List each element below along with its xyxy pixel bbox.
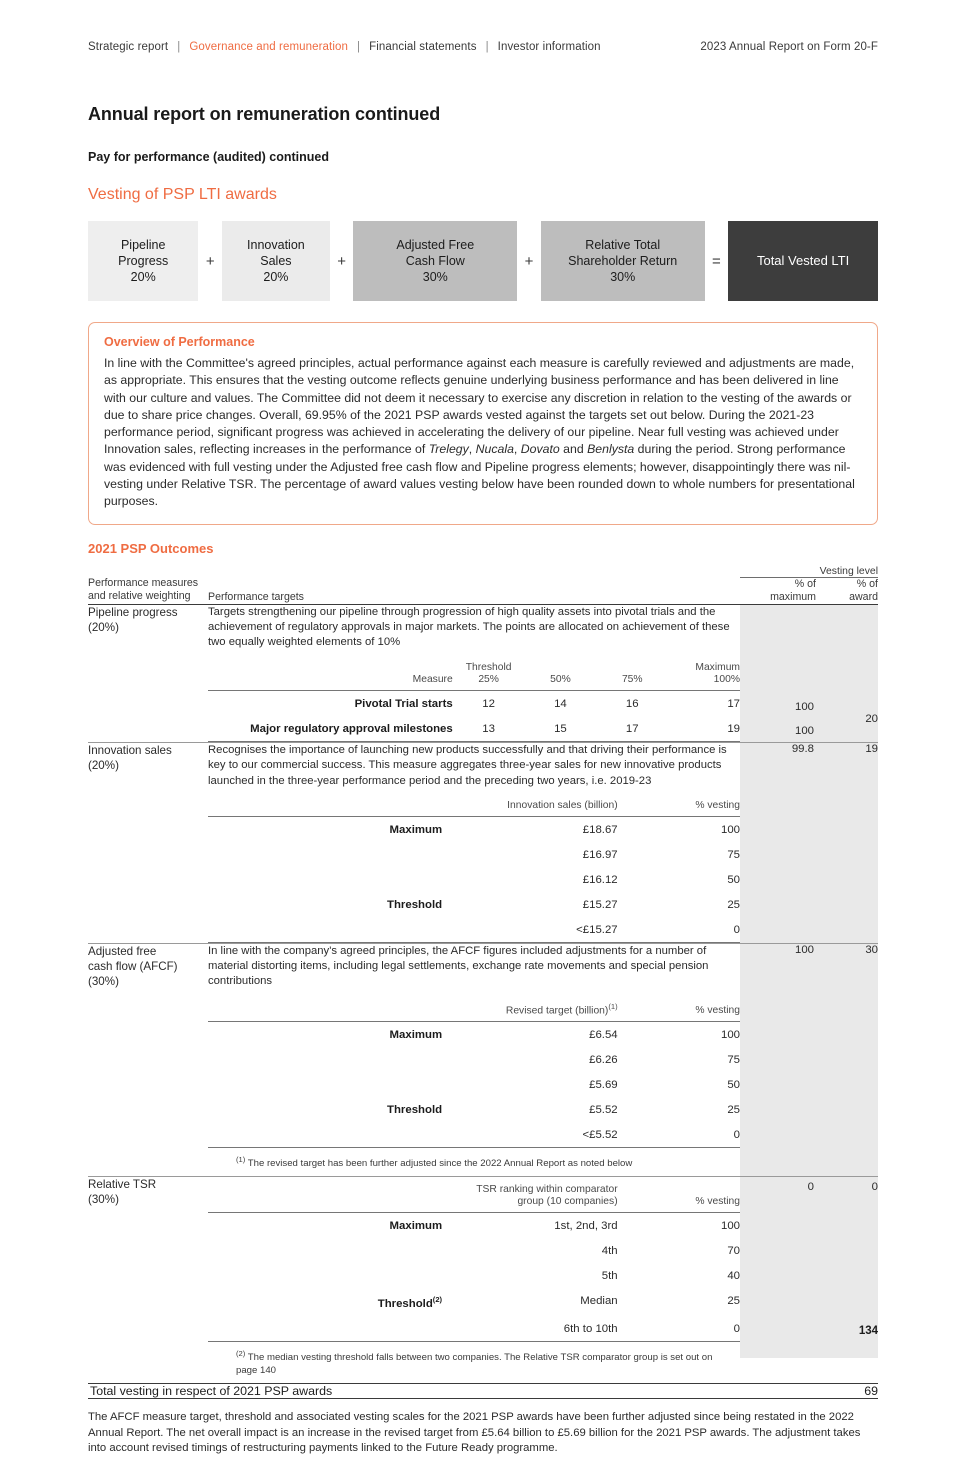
pct-maximum-innovation-sales: 99.8 — [791, 742, 814, 755]
subtable-header-row — [208, 800, 740, 816]
vesting-formula-diagram — [88, 221, 878, 301]
table-row — [208, 867, 740, 892]
vesting-level-header-row — [88, 566, 878, 577]
subheader-spacer — [208, 1184, 442, 1212]
row-label — [208, 1316, 442, 1341]
measure-adjusted-free-cash-flow — [88, 943, 208, 1176]
footnote-marker: (2) — [236, 1348, 246, 1358]
table-row — [208, 690, 740, 716]
col-header-line1: Performance measures — [88, 577, 199, 590]
col-header-performance-targets: Performance targets — [208, 590, 304, 603]
table-row — [208, 1122, 740, 1147]
afcf-subtable — [208, 1001, 740, 1148]
footnote-text: The median vesting threshold falls between two companies. The Relative TSR comparator group is set out on page 140 — [236, 1351, 713, 1376]
tsr-subtable — [208, 1184, 740, 1342]
metric-line: Shareholder Return — [568, 254, 678, 268]
row-label-text: Threshold — [377, 1297, 433, 1310]
metric-weight: 30% — [422, 270, 448, 284]
table-row — [88, 742, 878, 942]
metric-line: Relative Total — [585, 238, 661, 252]
subtable-header-row — [208, 1001, 740, 1021]
subheader-tsr-ranking — [442, 1184, 618, 1212]
row-label — [208, 1047, 442, 1072]
subheader-75: 75% — [621, 674, 643, 686]
col-header-pct-of-award — [816, 577, 878, 604]
col-header-line1: % of — [856, 577, 878, 590]
subheader-measure: Measure — [412, 674, 453, 686]
running-header — [88, 0, 878, 53]
callout-body — [104, 355, 862, 511]
pct-award-tsr: 0 — [871, 1180, 878, 1193]
psp-outcomes-table-wrapper — [88, 566, 878, 1399]
subheader-50: 50% — [550, 674, 571, 686]
pct-award-pipeline — [816, 604, 878, 742]
table-row — [208, 842, 740, 867]
row-label — [208, 1072, 442, 1097]
measure-name: Innovation sales — [88, 743, 172, 757]
total-bottom-rule — [88, 1398, 878, 1399]
text-separator: , — [468, 442, 476, 457]
cell-value: 19 — [727, 722, 740, 735]
targets-adjusted-free-cash-flow — [208, 943, 740, 1176]
text-separator: and — [559, 442, 588, 457]
closing-note: The AFCF measure target, threshold and associated vesting scales for the 2021 PSP awards have been further adjusted since being restated in the 2022 Annual Report. The net overall impact is an increase in the revised target from £5.64 billion to £5.69 billion for the 2021 PSP awards. The adjustment takes into account revised timings of restructuring payments linked to the Future Ready programme. — [88, 1410, 861, 1455]
metric-line: Total Vested LTI — [756, 253, 850, 268]
metric-weight: 20% — [130, 270, 156, 284]
total-vesting-row — [88, 1384, 878, 1399]
col-header-line2: award — [849, 590, 878, 603]
subtable-header-row — [208, 1184, 740, 1212]
pct-award-innovation-sales: 19 — [865, 742, 878, 755]
metric-weight: 20% — [263, 270, 289, 284]
target-description: Recognises the importance of launching new products successfully and that driving their performance is key to our commercial success. This measure aggregates three-year sales for new innovative products launched in the three-year performance period and the preceding two years, i.e. 2019-23 — [208, 743, 727, 787]
table-row — [88, 604, 878, 742]
cell-vesting: 0 — [733, 1128, 740, 1141]
table-row — [208, 1316, 740, 1341]
measure-name: Adjusted free — [88, 944, 157, 958]
metric-box-innovation-sales — [222, 221, 330, 301]
overview-of-performance-callout — [88, 322, 878, 525]
subheader-text: Revised target (billion) — [505, 1005, 609, 1017]
subheader-pct-vesting: % vesting — [695, 1196, 740, 1208]
table-row — [208, 1072, 740, 1097]
cell-value: <£15.27 — [576, 923, 618, 936]
table-row — [208, 917, 740, 942]
metric-line: Progress — [118, 254, 169, 268]
table-row — [208, 1047, 740, 1072]
col-header-performance-measures — [88, 577, 208, 604]
table-row — [88, 1176, 878, 1383]
breadcrumb-strategic-report[interactable]: Strategic report — [88, 41, 169, 53]
subheader-innovation-sales-billion: Innovation sales (billion) — [507, 800, 618, 812]
footnote-marker: (2) — [432, 1294, 443, 1304]
cell-vesting: 100 — [720, 823, 740, 836]
pct-maximum-tsr: 0 — [807, 1180, 814, 1193]
col-header-pct-of-maximum — [740, 577, 816, 604]
col-header-line1: % of — [794, 577, 816, 590]
row-label — [208, 842, 442, 867]
column-header-row — [88, 577, 878, 604]
product-name-dovato: Dovato — [520, 442, 560, 457]
measure-relative-tsr — [88, 1176, 208, 1383]
col-header-line2: and relative weighting — [88, 590, 191, 603]
breadcrumb-investor-information[interactable]: Investor information — [497, 41, 601, 53]
col-header-line2: maximum — [770, 590, 816, 603]
subheader-line2: 25% — [478, 674, 499, 686]
cell-vesting: 50 — [727, 1078, 740, 1091]
cell-value: 1st, 2nd, 3rd — [554, 1219, 618, 1232]
table-row — [208, 892, 740, 917]
row-label-threshold: Threshold — [387, 1103, 443, 1116]
cell-value: £15.27 — [582, 898, 618, 911]
metric-line: Pipeline — [120, 238, 166, 252]
measure-name: Pipeline progress — [88, 605, 178, 619]
cell-value: 4th — [601, 1244, 618, 1257]
row-label — [208, 867, 442, 892]
callout-text-part2: during the period. Strong performance was evidenced with full vesting under the Adjusted free cash flow and Pipeline progress elements; however, disappointingly there was nil-vesting under Relative TSR. The percentage of award values vesting below have been rounded down to whole numbers for presentational purposes. — [104, 442, 855, 509]
cell-vesting: 100 — [720, 1219, 740, 1232]
cell-value: 17 — [625, 722, 639, 735]
footnote-marker: (1) — [608, 1001, 618, 1011]
targets-relative-tsr — [208, 1176, 740, 1383]
plus-icon: + — [330, 221, 354, 301]
footnote-marker: (1) — [236, 1154, 246, 1164]
subheader-line1: Maximum — [695, 661, 740, 673]
measure-weight: (20%) — [88, 758, 119, 772]
vesting-level-label: Vesting level — [819, 565, 878, 577]
section-title-vesting-of-psp-lti-awards: Vesting of PSP LTI awards — [88, 186, 277, 203]
cell-vesting: 75 — [727, 1053, 740, 1066]
breadcrumb-separator: | — [177, 41, 181, 53]
cell-vesting: 100 — [720, 1028, 740, 1041]
subheader-line2: group (10 companies) — [517, 1196, 618, 1208]
equals-icon: = — [705, 221, 729, 301]
subheader-threshold — [453, 662, 525, 690]
cell-vesting: 40 — [727, 1269, 740, 1282]
cell-vesting: 50 — [727, 873, 740, 886]
row-label-major-regulatory-approval-milestones: Major regulatory approval milestones — [250, 722, 453, 735]
page-subtitle: Pay for performance (audited) continued — [88, 150, 330, 164]
cell-value: £6.26 — [589, 1053, 618, 1066]
targets-pipeline-progress — [208, 604, 740, 742]
row-label-pivotal-trial-starts: Pivotal Trial starts — [354, 697, 453, 710]
innovation-sales-subtable — [208, 800, 740, 943]
cell-value: £5.69 — [589, 1078, 618, 1091]
row-label-threshold: Threshold — [387, 898, 443, 911]
table-row — [208, 716, 740, 741]
metric-weight: 30% — [610, 270, 636, 284]
callout-title: Overview of Performance — [104, 335, 255, 349]
subheader-line2: 100% — [713, 674, 740, 686]
targets-innovation-sales — [208, 742, 740, 942]
measure-innovation-sales — [88, 742, 208, 942]
target-description: In line with the company's agreed principles, the AFCF figures included adjustments for a number of material distorting items, including legal settlements, exchange rate movements and special pension contributions — [208, 944, 709, 988]
value: 20 — [865, 712, 878, 725]
total-label: Total vesting in respect of 2021 PSP awards — [88, 1384, 816, 1399]
breadcrumb-separator: | — [357, 41, 361, 53]
subheader-line1: Threshold — [465, 661, 512, 673]
cell-vesting: 0 — [733, 923, 740, 936]
metric-box-total-vested-lti — [728, 221, 878, 301]
subheader-spacer — [208, 800, 442, 816]
cell-value: £16.97 — [582, 848, 618, 861]
subheader-revised-target-billion — [442, 1001, 618, 1021]
target-description: Targets strengthening our pipeline through progression of high quality assets into pivotal trials and the achievement of regulatory approvals in major markets. The points are allocated on achievement of these two equally weighted elements of 10% — [208, 605, 730, 649]
measure-pipeline-progress — [88, 604, 208, 742]
cell-value: £6.54 — [589, 1028, 618, 1041]
page-title: Annual report on remuneration continued — [88, 104, 441, 124]
table-row — [208, 1097, 740, 1122]
table-row — [208, 1238, 740, 1263]
breadcrumb-financial-statements[interactable]: Financial statements — [369, 41, 477, 53]
measure-name: Relative TSR — [88, 1177, 157, 1191]
psp-outcomes-table — [88, 566, 878, 1399]
cell-value: £18.67 — [582, 823, 618, 836]
cell-value: 14 — [554, 697, 567, 710]
cell-vesting: 75 — [727, 848, 740, 861]
cell-value: Median — [580, 1294, 618, 1307]
outcomes-title: 2021 PSP Outcomes — [88, 540, 214, 556]
cell-value: 12 — [482, 697, 495, 710]
table-row — [208, 1263, 740, 1288]
tsr-footnote — [208, 1342, 740, 1383]
product-name-benlysta: Benlysta — [587, 442, 635, 457]
value: 100 — [794, 724, 814, 737]
pct-award-afcf: 30 — [865, 943, 878, 956]
pct-maximum-pipeline — [740, 604, 816, 742]
table-row — [208, 1021, 740, 1047]
cell-vesting: 70 — [727, 1244, 740, 1257]
plus-icon: + — [198, 221, 222, 301]
cell-value: £5.52 — [589, 1103, 618, 1116]
row-label-threshold — [208, 1288, 442, 1316]
cell-value: 5th — [601, 1269, 618, 1282]
metric-box-relative-total-shareholder-return — [541, 221, 705, 301]
metric-line: Innovation — [247, 238, 305, 252]
cell-vesting: 0 — [733, 1322, 740, 1335]
metric-line: Adjusted Free — [396, 238, 475, 252]
metric-box-pipeline-progress — [88, 221, 198, 301]
measure-name-line2: cash flow (AFCF) — [88, 959, 178, 973]
cell-vesting: 25 — [727, 1103, 740, 1116]
cell-value: £16.12 — [582, 873, 618, 886]
pct-maximum-afcf: 100 — [794, 943, 814, 956]
callout-text-part1: In line with the Committee's agreed principles, actual performance against each measure is carefully reviewed and adjustments are made, as appropriate. This ensures that the vesting outcome reflects genuine underlying business performance and has been delivered in line with our culture and values. The Committee did not deem it necessary to exercise any discretion in relation to the vesting of the awards or due to share price changes. Overall, 69.95% of the 2021 PSP awards vested against the targets set out below. During the 2021-23 performance period, significant progress was achieved in accelerating the delivery of our pipeline. Near full vesting was achieved under Innovation sales, reflecting increases in the performance of — [104, 356, 855, 457]
cell-value: 16 — [625, 697, 639, 710]
breadcrumb-separator: | — [485, 41, 489, 53]
page-number: 134 — [858, 1325, 878, 1337]
text-separator: , — [513, 442, 521, 457]
value: 100 — [794, 700, 814, 713]
cell-value: 15 — [554, 722, 567, 735]
product-name-nucala: Nucala — [475, 442, 514, 457]
product-name-trelegy: Trelegy — [428, 442, 469, 457]
metric-box-adjusted-free-cash-flow — [353, 221, 517, 301]
table-row — [208, 1212, 740, 1238]
measure-weight: (20%) — [88, 620, 119, 634]
row-label — [208, 917, 442, 942]
table-row — [88, 943, 878, 1176]
subtable-header-row — [208, 662, 740, 690]
subheader-spacer — [208, 1001, 442, 1021]
table-row — [208, 1288, 740, 1316]
row-label-maximum: Maximum — [389, 1219, 443, 1232]
row-label-maximum: Maximum — [389, 1028, 443, 1041]
pipeline-subtable — [208, 662, 740, 742]
table-row — [208, 816, 740, 842]
subheader-pct-vesting: % vesting — [695, 800, 740, 812]
row-label — [208, 1238, 442, 1263]
footnote-text: The revised target has been further adjusted since the 2022 Annual Report as noted below — [245, 1157, 633, 1169]
row-label-maximum: Maximum — [389, 823, 443, 836]
plus-icon: + — [517, 221, 541, 301]
cell-value: 13 — [482, 722, 495, 735]
subheader-line1: TSR ranking within comparator — [476, 1183, 618, 1195]
metric-line: Cash Flow — [405, 254, 465, 268]
cell-vesting: 25 — [727, 1294, 740, 1307]
breadcrumb-governance-and-remuneration[interactable]: Governance and remuneration — [189, 41, 348, 53]
cell-vesting: 25 — [727, 898, 740, 911]
cell-value: <£5.52 — [582, 1128, 618, 1141]
total-value: 69 — [816, 1384, 878, 1399]
afcf-footnote — [208, 1148, 740, 1176]
document-reference: 2023 Annual Report on Form 20-F — [700, 41, 878, 53]
row-label — [208, 1122, 442, 1147]
metric-line: Sales — [260, 254, 292, 268]
cell-value: 17 — [727, 697, 740, 710]
measure-weight: (30%) — [88, 1192, 119, 1206]
measure-weight: (30%) — [88, 974, 119, 988]
row-label — [208, 1263, 442, 1288]
cell-value: 6th to 10th — [563, 1322, 618, 1335]
subheader-pct-vesting: % vesting — [695, 1005, 740, 1017]
subheader-maximum — [668, 662, 740, 690]
